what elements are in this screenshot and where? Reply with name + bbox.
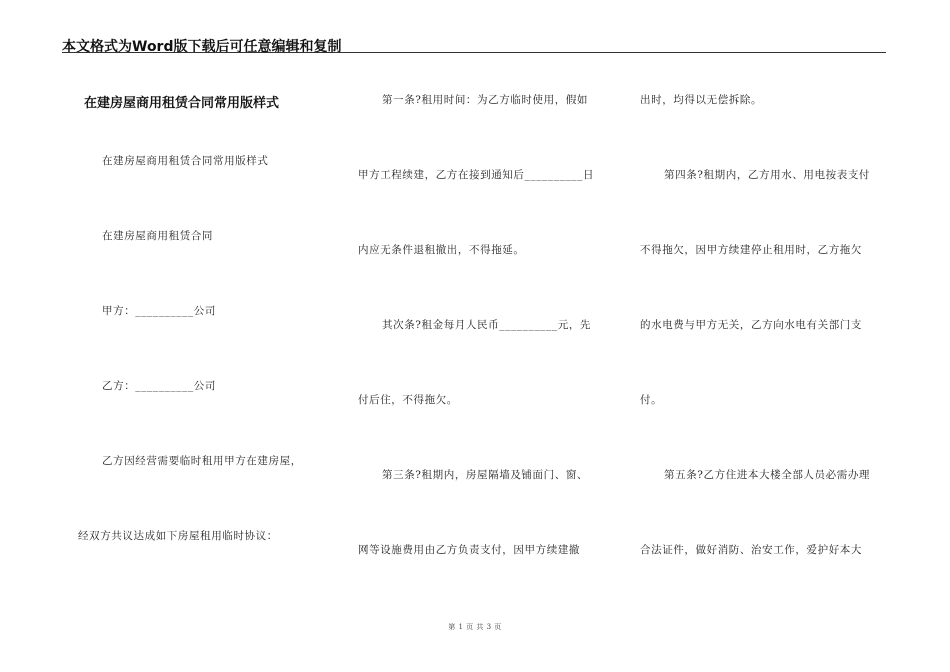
header-text: 本文格式为Word版下载后可任意编辑和复制 [62, 39, 342, 55]
document-title: 在建房屋商用租赁合同常用版样式 [84, 96, 280, 111]
col3-line: 第四条?租期内，乙方用水、用电按表支付 [664, 169, 871, 181]
header-divider [62, 52, 886, 53]
col3-line: 不得拖欠，因甲方续建停止租用时，乙方拖欠 [640, 244, 862, 256]
col2-line: 第三条?租期内，房屋隔墙及铺面门、窗、 [382, 469, 589, 481]
col2-line: 网等设施费用由乙方负责支付，因甲方续建撤 [358, 544, 580, 556]
col2-line: 甲方工程续建，乙方在接到通知后__________日 [358, 169, 595, 181]
col2-line: 内应无条件退租撤出，不得拖延。 [358, 244, 525, 256]
col1-line: 乙方因经营需要临时租用甲方在建房屋， [102, 455, 302, 467]
col2-line: 第一条?租用时间：为乙方临时使用，假如 [382, 94, 589, 106]
col1-line: 在建房屋商用租赁合同 [102, 230, 213, 242]
col2-line: 付后住，不得拖欠。 [358, 394, 458, 406]
col3-line: 合法证件，做好消防、治安工作，爱护好本大 [640, 544, 862, 556]
col1-line: 乙方：__________公司 [102, 380, 216, 392]
col3-line: 第五条?乙方住进本大楼全部人员必需办理 [664, 469, 871, 481]
col1-line: 在建房屋商用租赁合同常用版样式 [102, 155, 269, 167]
col1-line: 甲方：__________公司 [102, 305, 216, 317]
col1-line: 经双方共议达成如下房屋租用临时协议： [78, 530, 278, 542]
col3-line: 的水电费与甲方无关，乙方向水电有关部门支 [640, 319, 862, 331]
col2-line: 其次条?租金每月人民币__________元，先 [382, 319, 592, 331]
page-number-footer: 第 1 页 共 3 页 [448, 623, 502, 631]
col3-line: 出时，均得以无偿拆除。 [640, 94, 763, 106]
col3-line: 付。 [640, 394, 663, 406]
